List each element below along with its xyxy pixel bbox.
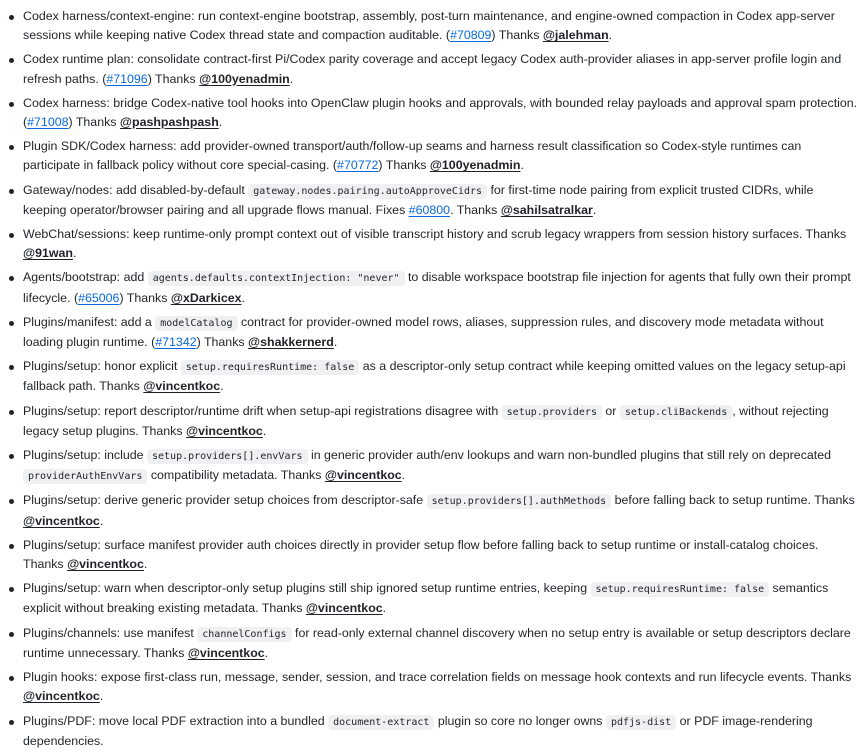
changelog-item (23, 268, 859, 307)
pr-link[interactable]: #70809 (450, 28, 492, 43)
item-text: ) Thanks (119, 290, 171, 305)
user-mention-link[interactable]: @vincentkoc (324, 468, 402, 483)
item-text: Agents/bootstrap: add (23, 270, 148, 285)
item-text: ) Thanks (491, 28, 543, 43)
inline-code: document-extract (328, 715, 434, 730)
inline-code: providerAuthEnvVars (23, 469, 147, 484)
item-text: ) Thanks (68, 115, 120, 130)
inline-code: setup.providers[].envVars (147, 449, 308, 464)
changelog-item (23, 225, 859, 263)
item-text: compatibility metadata. Thanks (147, 468, 325, 483)
item-text: Plugins/channels: use manifest (23, 625, 198, 640)
item-text: . (520, 158, 524, 173)
changelog-item (23, 313, 859, 352)
inline-code: setup.cliBackends (620, 405, 732, 420)
user-mention-link[interactable]: @vincentkoc (186, 423, 263, 438)
item-text: contract for provider-owned model rows, aliases, suppression rules, and discovery mode metadata without loading plugin runtime. ( (23, 314, 824, 350)
item-text: . (241, 290, 245, 305)
item-text: . (608, 28, 613, 43)
item-text: , without rejecting legacy setup plugins. Thanks (23, 403, 829, 438)
item-text: Codex harness/context-engine: run context-engine bootstrap, assembly, post-turn maintenance, and engine-owned compaction in Codex app-server sessions while keeping native Codex thread state and compaction auditable. ( (23, 9, 835, 43)
changelog-item (23, 402, 859, 441)
item-text: semantics explicit without breaking existing metadata. Thanks (23, 581, 829, 616)
item-text: Plugins/setup: honor explicit (23, 359, 181, 374)
changelog-item (23, 446, 859, 486)
changelog-item (23, 491, 859, 530)
item-text: . (72, 246, 77, 261)
user-mention-link[interactable]: @vincentkoc (305, 601, 383, 616)
item-text: . (264, 645, 269, 660)
changelog-item (23, 668, 859, 706)
user-mention-link[interactable]: @sahilsatralkar (500, 202, 593, 217)
inline-code: setup.requiresRuntime: false (181, 360, 360, 375)
item-text: Plugin SDK/Codex harness: add provider-owned transport/auth/follow-up seams and harness result classification so Codex-style runtimes can participate in fallback policy without core special-casing. ( (23, 139, 802, 173)
item-text: ) Thanks (196, 335, 249, 350)
item-text: . (99, 513, 104, 528)
item-text: before falling back to setup runtime. Thanks (611, 493, 855, 508)
item-text: Plugins/setup: include (23, 448, 147, 463)
pr-link[interactable]: #71342 (155, 335, 197, 350)
item-text: . (382, 601, 387, 616)
changelog-item (23, 712, 859, 751)
item-text: as a descriptor-only setup contract while keeping omitted values on the legacy setup-api fallback path. Thanks (23, 359, 846, 394)
changelog-item (23, 50, 859, 88)
item-text: . (289, 71, 294, 86)
changelog-item (23, 536, 859, 574)
item-text: . (218, 115, 223, 130)
user-mention-link[interactable]: @pashpashpash (119, 115, 219, 130)
item-text: Gateway/nodes: add disabled-by-default (23, 182, 249, 197)
user-mention-link[interactable]: @shakkernerd (248, 335, 334, 350)
item-text: ) Thanks (147, 71, 200, 86)
changelog-item (23, 94, 859, 132)
changelog-item (23, 624, 859, 663)
item-text: . Thanks (450, 202, 501, 217)
changelog-item (23, 357, 859, 396)
inline-code: agents.defaults.contextInjection: "never" (148, 271, 405, 286)
user-mention-link[interactable]: @vincentkoc (187, 645, 265, 660)
item-text: for read-only external channel discovery when no setup entry is available or setup descriptors declare runtime unnecessary. Thanks (23, 625, 851, 660)
pr-link[interactable]: #70772 (337, 158, 379, 173)
item-text: . (262, 423, 267, 438)
item-text: for first-time node pairing from explicit trusted CIDRs, while keeping operator/browser pairing and all upgrade flows manual. Fixes (23, 182, 814, 217)
changelog-item (23, 181, 859, 220)
item-text: or PDF image-rendering dependencies. (23, 713, 813, 748)
item-text: . (333, 335, 338, 350)
user-mention-link[interactable]: @100yenadmin (429, 158, 521, 173)
pr-link[interactable]: #71096 (106, 71, 148, 86)
pr-link[interactable]: #60800 (408, 202, 451, 217)
item-text: Plugins/manifest: add a (23, 314, 156, 329)
item-text: Plugins/setup: derive generic provider setup choices from descriptor-safe (23, 493, 427, 508)
inline-code: setup.requiresRuntime: false (591, 582, 770, 597)
user-mention-link[interactable]: @91wan (23, 246, 73, 261)
item-text: Codex runtime plan: consolidate contract-first Pi/Codex parity coverage and accept legacy Codex auth-provider aliases in app-server profile login and refresh paths. ( (23, 52, 842, 86)
item-text: Plugins/PDF: move local PDF extraction into a bundled (23, 713, 329, 728)
item-text: . (592, 202, 597, 217)
item-text: . (220, 379, 224, 394)
changelog-item (23, 7, 859, 45)
item-text: Plugins/setup: warn when descriptor-only setup plugins still ship ignored setup runtime entries, keeping (23, 581, 591, 596)
item-text: or (601, 403, 620, 418)
inline-code: channelConfigs (197, 627, 291, 642)
changelog-item (23, 579, 859, 618)
user-mention-link[interactable]: @vincentkoc (23, 513, 100, 528)
item-text: to disable workspace bootstrap file injection for agents that fully own their prompt lifecycle. ( (23, 270, 851, 305)
inline-code: setup.providers (502, 405, 602, 420)
item-text: Plugin hooks: expose first-class run, message, sender, session, and trace correlation fields on message hook contexts and run lifecycle events. Thanks (23, 670, 852, 685)
inline-code: setup.providers[].authMethods (427, 494, 612, 509)
item-text: . (99, 689, 104, 704)
item-text: Codex harness: bridge Codex-native tool hooks into OpenClaw plugin hooks and approvals, with bounded relay payloads and approval spam protection. ( (23, 95, 858, 130)
user-mention-link[interactable]: @xDarkicex (170, 290, 242, 305)
changelog-list (23, 0, 859, 751)
pr-link[interactable]: #71008 (27, 115, 69, 130)
changelog-item (23, 137, 859, 175)
user-mention-link[interactable]: @100yenadmin (199, 71, 290, 86)
item-text: plugin so core no longer owns (434, 713, 606, 728)
item-text: . (401, 468, 406, 483)
user-mention-link[interactable]: @jalehman (542, 28, 609, 43)
item-text: Plugins/setup: report descriptor/runtime drift when setup-api registrations disagree with (23, 403, 502, 418)
pr-link[interactable]: #65006 (78, 290, 120, 305)
inline-code: gateway.nodes.pairing.autoApproveCidrs (248, 184, 487, 199)
user-mention-link[interactable]: @vincentkoc (67, 557, 144, 572)
inline-code: modelCatalog (155, 316, 237, 331)
item-text: in generic provider auth/env lookups and warn non-bundled plugins that still rely on deprecated (307, 448, 832, 463)
item-text: ) Thanks (378, 158, 430, 173)
changelog-item-cut-off (23, 0, 859, 3)
item-text: Plugins/setup: surface manifest provider auth choices directly in provider setup flow before falling back to setup runtime or install-catalog choices. Thanks (23, 537, 819, 572)
user-mention-link[interactable]: @vincentkoc (23, 689, 100, 704)
inline-code: pdfjs-dist (606, 715, 676, 730)
item-text: . (143, 557, 148, 572)
user-mention-link[interactable]: @vincentkoc (143, 379, 221, 394)
item-text: WebChat/sessions: keep runtime-only prompt context out of visible transcript history and scrub legacy wrappers from session history surfaces. Thanks (23, 227, 847, 242)
